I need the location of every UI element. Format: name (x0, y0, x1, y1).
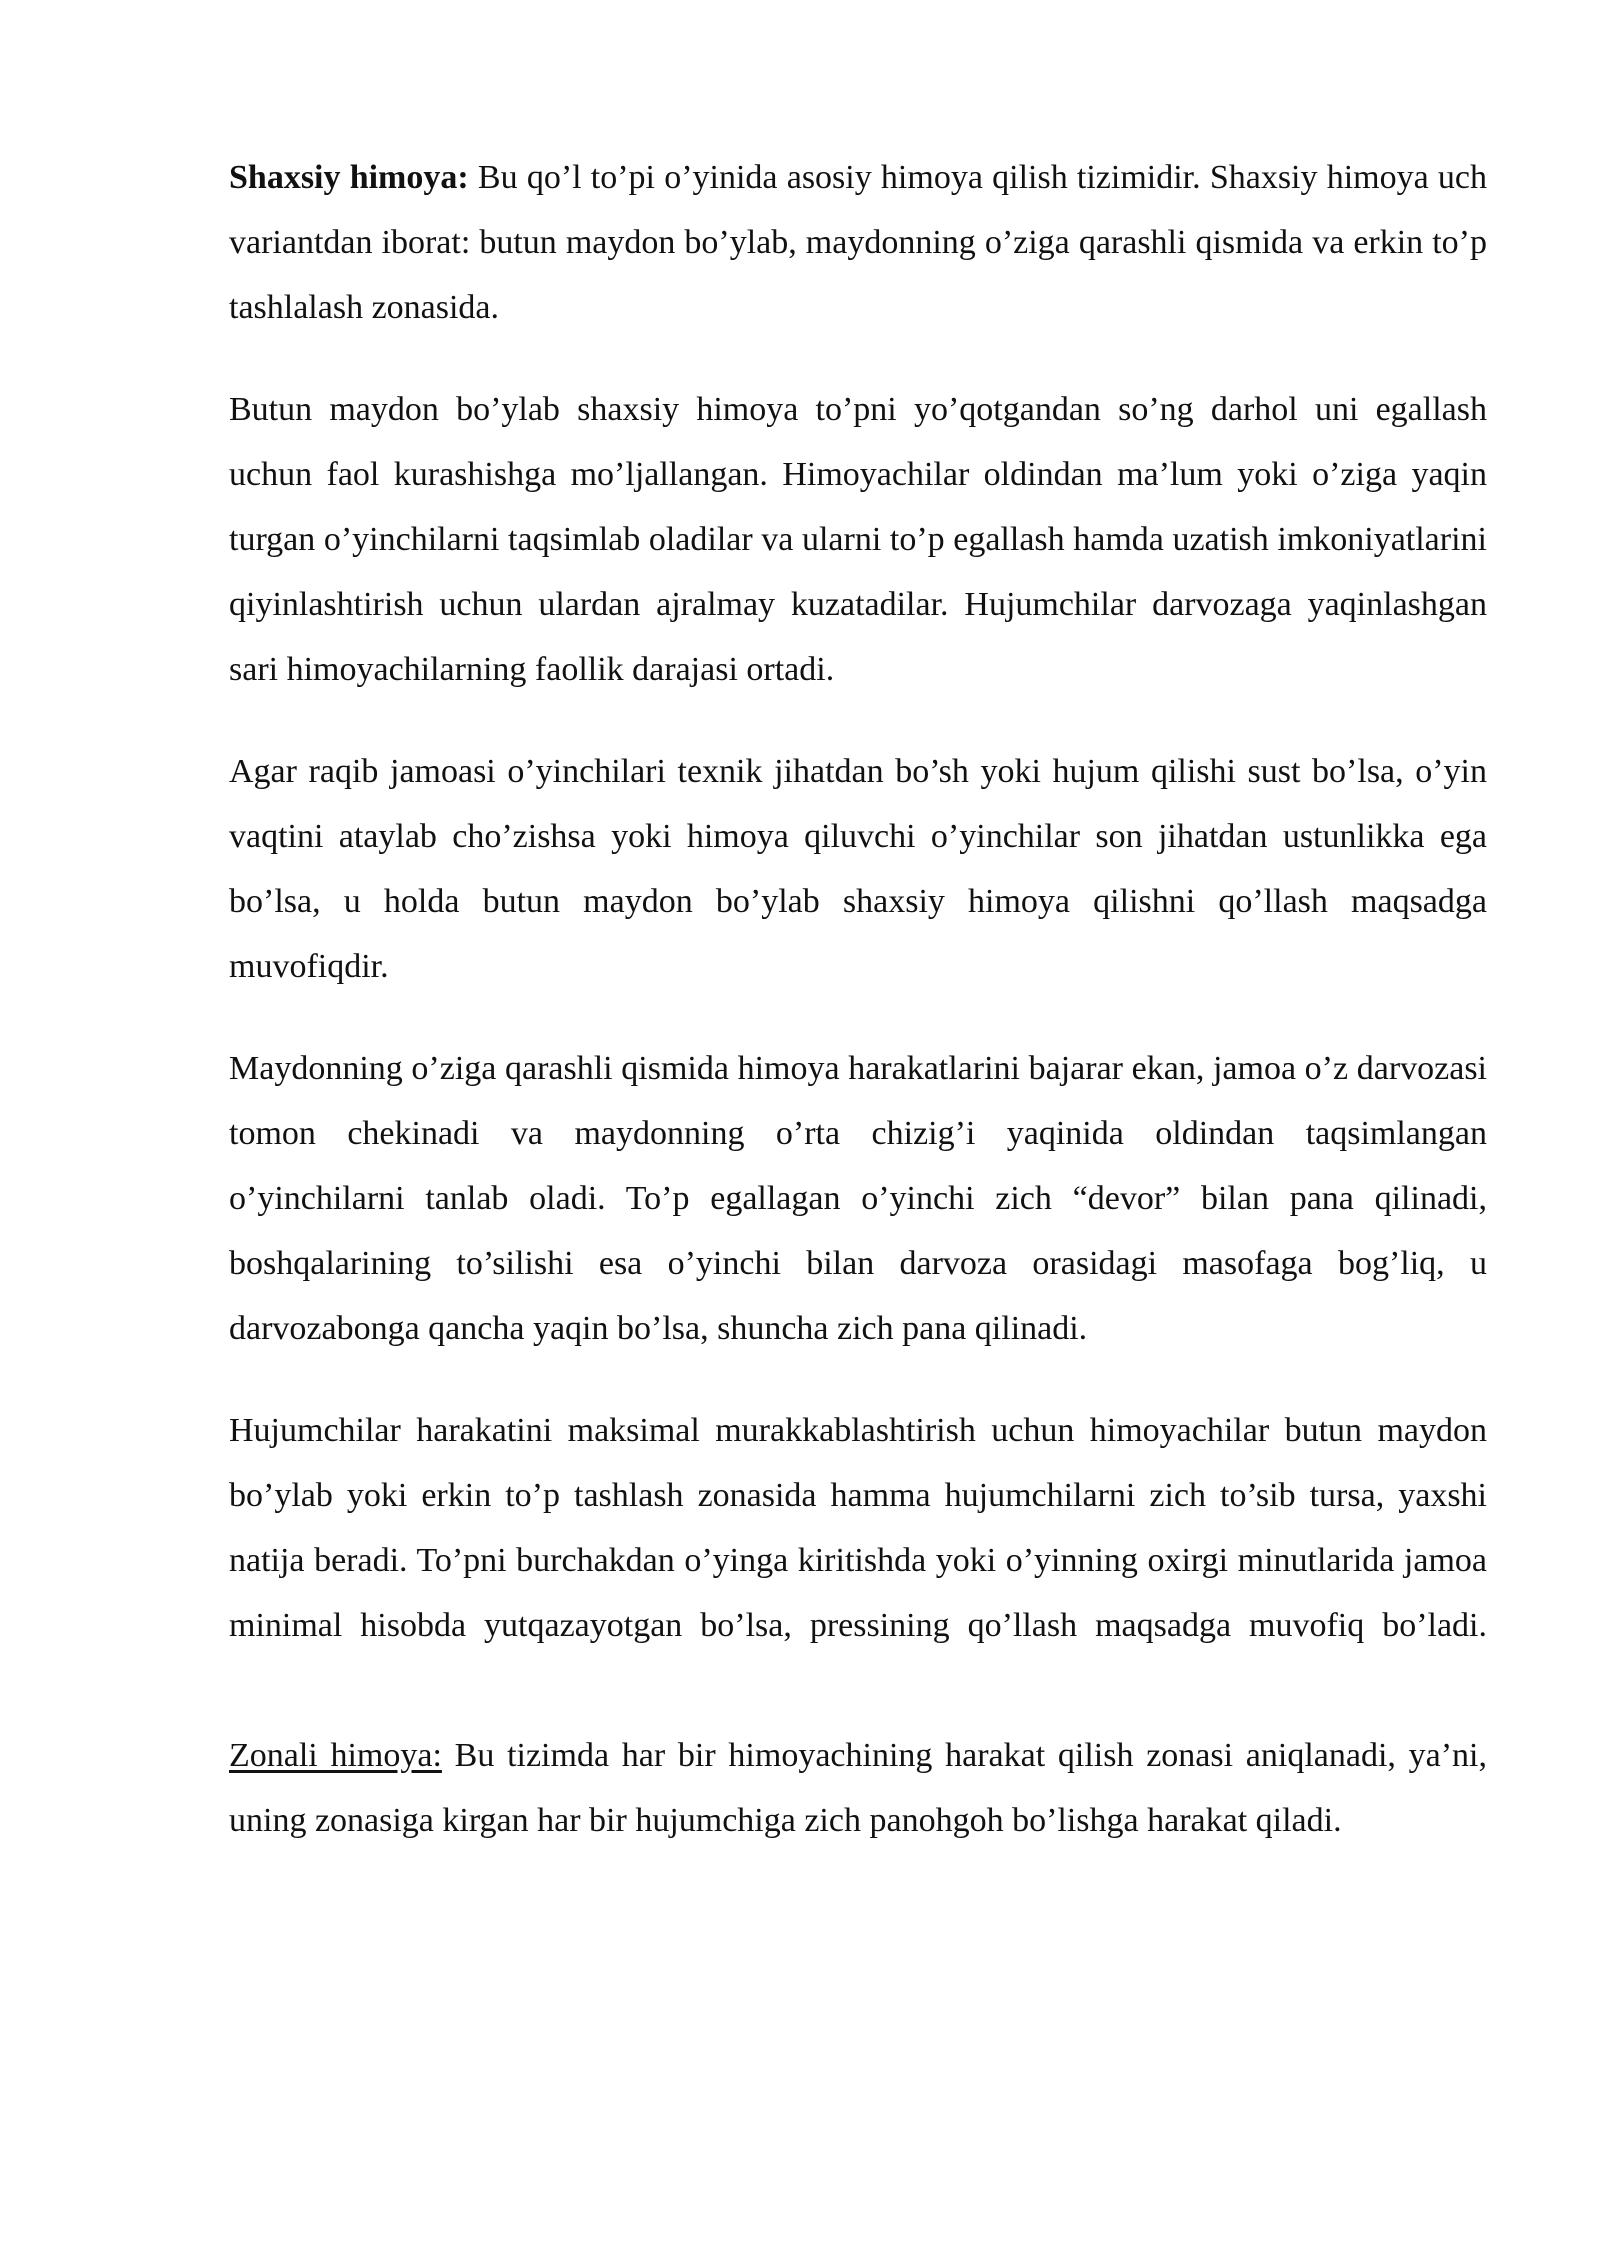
paragraph-personal-defense (229, 145, 1487, 340)
paragraph-own-half: Maydonning o’ziga qarashli qismida himoya harakatlarini bajarar ekan, jamoa o’z darvozasi tomon chekinadi va maydonning o’rta chizig’i yaqinida oldindan taqsimlangan o’yinchilarni tanlab oladi. To’p egallagan o’yinchi zich “devor” bilan pana qilinadi, boshqalarining to’silishi esa o’yinchi bilan darvoza orasidagi masofaga bog’liq, u darvozabonga qancha yaqin bo’lsa, shuncha zich pana qilinadi. (229, 1050, 1487, 1347)
heading-personal-defense: Shaxsiy himoya: (229, 159, 469, 196)
document-body (229, 145, 1487, 1890)
heading-zone-defense: Zonali himoya: (229, 1737, 442, 1774)
paragraph-full-court: Butun maydon bo’ylab shaxsiy himoya to’pni yo’qotgandan so’ng darhol uni egallash uchun faol kurashishga mo’ljallangan. Himoyachilar oldindan ma’lum yoki o’ziga yaqin turgan o’yinchilarni taqsimlab oladilar va ularni to’p egallash hamda uzatish imkoniyatlarini qiyinlashtirish uchun ulardan ajralmay kuzatadilar. Hujumchilar darvozaga yaqinlashgan sari himoyachilarning faollik darajasi ortadi. (229, 391, 1487, 688)
paragraph-gap (229, 1695, 1487, 1723)
paragraph-when-to-apply: Agar raqib jamoasi o’yinchilari texnik jihatdan bo’sh yoki hujum qilishi sust bo’lsa, o’yin vaqtini ataylab cho’zishsa yoki himoya qiluvchi o’yinchilar son jihatdan ustunlikka ega bo’lsa, u holda butun maydon bo’ylab shaxsiy himoya qilishni qo’llash maqsadga muvofiqdir. (229, 753, 1487, 985)
paragraph-text: Bu tizimda har bir himoyachining harakat qilish zonasi aniqlanadi, ya’ni, uning zonasiga kirgan har bir hujumchiga zich panohgoh bo’lishga harakat qiladi. (229, 1737, 1487, 1839)
paragraph-text: Bu qo’l to’pi o’yinida asosiy himoya qilish tizimidir. Shaxsiy himoya uch variantdan iborat: butun maydon bo’ylab, maydonning o’ziga qarashli qismida va erkin to’p tashlalash zonasida. (229, 159, 1487, 326)
paragraph-pressing: Hujumchilar harakatini maksimal murakkablashtirish uchun himoyachilar butun maydon bo’ylab yoki erkin to’p tashlash zonasida hamma hujumchilarni zich to’sib tursa, yaxshi natija beradi. To’pni burchakdan o’yinga kiritishda yoki o’yinning oxirgi minutlarida jamoa minimal hisobda yutqazayotgan bo’lsa, pressining qo’llash maqsadga muvofiq bo’ladi. (229, 1412, 1487, 1644)
paragraph-zone-defense (229, 1723, 1487, 1853)
